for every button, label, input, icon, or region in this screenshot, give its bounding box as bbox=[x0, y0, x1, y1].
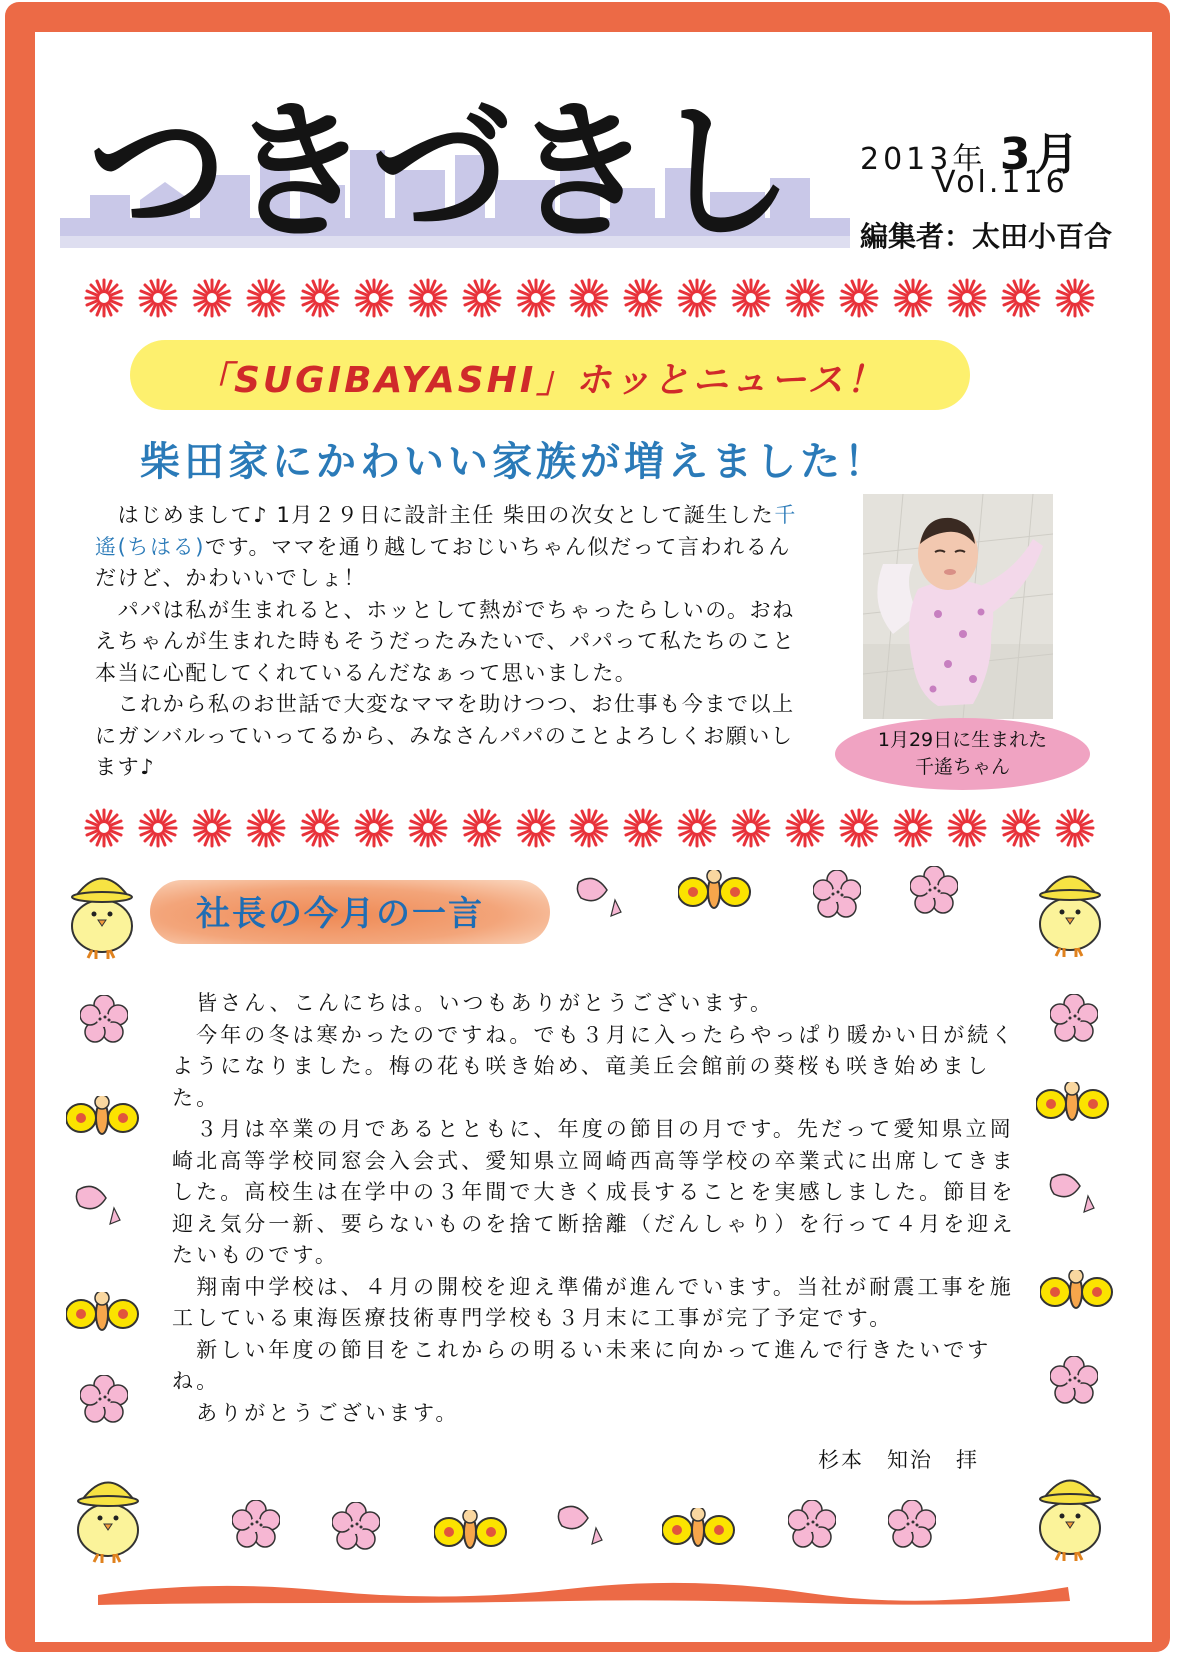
red-flower-icon bbox=[567, 806, 611, 850]
sakura-icon bbox=[1050, 994, 1098, 1042]
red-flower-icon bbox=[621, 276, 665, 320]
red-flower-icon bbox=[729, 276, 773, 320]
sakura-icon bbox=[332, 1502, 380, 1550]
red-flower-icon bbox=[1053, 806, 1097, 850]
sakura-icon bbox=[813, 870, 861, 918]
red-flower-icon bbox=[136, 276, 180, 320]
sakura-icon bbox=[80, 995, 128, 1043]
red-flower-icon bbox=[945, 806, 989, 850]
red-flower-icon bbox=[82, 806, 126, 850]
petal-icon bbox=[556, 1504, 612, 1548]
red-flower-icon bbox=[352, 276, 396, 320]
photo-caption: 1月29日に生まれた 千遙ちゃん bbox=[835, 718, 1090, 790]
red-flower-icon bbox=[460, 276, 504, 320]
red-flower-icon bbox=[244, 806, 288, 850]
news-paragraph: はじめまして♪ 1月２９日に設計主任 柴田の次女として誕生した千遙(ちはる)です。ママを通り越しておじいちゃん似だって言われるんだけど、かわいいでしょ！ bbox=[95, 503, 797, 590]
message-paragraph: 今年の冬は寒かったのですね。でも３月に入ったらやっぱり暖かい日が続くようになりました。梅の花も咲き始め、竜美丘会館前の葵桜も咲き始めました。 bbox=[172, 1022, 1016, 1110]
issue-year: 2013年 bbox=[860, 142, 987, 177]
chick-icon bbox=[68, 1470, 148, 1566]
sakura-icon bbox=[910, 866, 958, 914]
butterfly-icon bbox=[1036, 1082, 1112, 1124]
issue-volume: Vol.116 bbox=[935, 165, 1068, 200]
butterfly-icon bbox=[662, 1508, 738, 1550]
news-banner-text: 「SUGIBAYASHI」ホッとニュース！ bbox=[195, 360, 886, 401]
red-flower-icon bbox=[460, 806, 504, 850]
flower-divider-top bbox=[82, 276, 1097, 320]
issue-month: 3月 bbox=[999, 129, 1083, 180]
red-flower-icon bbox=[136, 806, 180, 850]
message-paragraph: ありがとうございます。 bbox=[172, 1400, 460, 1425]
message-paragraph: 翔南中学校は、４月の開校を迎え準備が進んでいます。当社が耐震工事を施工している東海医療技術専門学校も３月末に工事が完了予定です。 bbox=[172, 1274, 1014, 1330]
chick-icon bbox=[1030, 864, 1110, 960]
baby-name: 千遙(ちはる) bbox=[95, 503, 797, 559]
news-paragraph: これから私のお世話で大変なママを助けつつ、お仕事も今まで以上にガンバルっていってるから、みなさんパパのことよろしくお願いします♪ bbox=[95, 692, 795, 779]
message-paragraph: 皆さん、こんにちは。いつもありがとうございます。 bbox=[172, 991, 775, 1015]
editor-credit: 編集者：太田小百合 bbox=[860, 220, 1113, 253]
message-paragraph: 新しい年度の節目をこれからの明るい未来に向かって進んで行きたいですね。 bbox=[172, 1337, 992, 1393]
red-flower-icon bbox=[298, 806, 342, 850]
red-flower-icon bbox=[621, 806, 665, 850]
red-flower-icon bbox=[406, 806, 450, 850]
message-paragraph: ３月は卒業の月であるとともに、年度の節目の月です。先だって愛知県立岡崎北高等学校同窓会入会式、愛知県立岡崎西高等学校の卒業式に出席してきました。高校生は在学中の３年間で大きく成長することを実感しました。節目を迎え気分一新、要らないものを捨て断捨離（だんしゃり）を行って４月を迎えたいものです。 bbox=[172, 1117, 1016, 1267]
red-flower-icon bbox=[244, 276, 288, 320]
butterfly-icon bbox=[66, 1096, 142, 1138]
red-flower-icon bbox=[567, 276, 611, 320]
red-flower-icon bbox=[891, 276, 935, 320]
petal-icon bbox=[74, 1184, 130, 1228]
red-flower-icon bbox=[945, 276, 989, 320]
butterfly-icon bbox=[1040, 1270, 1116, 1312]
sakura-icon bbox=[888, 1500, 936, 1548]
butterfly-icon bbox=[434, 1510, 510, 1552]
petal-icon bbox=[575, 876, 635, 922]
red-flower-icon bbox=[675, 806, 719, 850]
baby-photo bbox=[863, 494, 1053, 719]
flower-divider-middle bbox=[82, 806, 1097, 850]
red-flower-icon bbox=[352, 806, 396, 850]
sakura-icon bbox=[80, 1375, 128, 1423]
news-article bbox=[95, 500, 805, 784]
chick-icon bbox=[62, 866, 142, 962]
president-message bbox=[172, 988, 1017, 1429]
sakura-icon bbox=[232, 1500, 280, 1548]
petal-icon bbox=[1048, 1172, 1104, 1216]
red-flower-icon bbox=[1053, 276, 1097, 320]
red-flower-icon bbox=[675, 276, 719, 320]
red-flower-icon bbox=[783, 806, 827, 850]
red-flower-icon bbox=[999, 806, 1043, 850]
red-flower-icon bbox=[514, 806, 558, 850]
red-flower-icon bbox=[514, 276, 558, 320]
red-flower-icon bbox=[999, 276, 1043, 320]
red-flower-icon bbox=[891, 806, 935, 850]
butterfly-icon bbox=[66, 1292, 142, 1334]
red-flower-icon bbox=[837, 276, 881, 320]
red-flower-icon bbox=[406, 276, 450, 320]
footer-wave-stroke bbox=[88, 1575, 1078, 1611]
president-section-title: 社長の今月の一言 bbox=[196, 894, 484, 934]
sakura-icon bbox=[1050, 1356, 1098, 1404]
news-headline: 柴田家にかわいい家族が増えました！ bbox=[140, 439, 888, 485]
red-flower-icon bbox=[190, 276, 234, 320]
sakura-icon bbox=[788, 1500, 836, 1548]
newsletter-title: つきづきし bbox=[88, 84, 795, 260]
red-flower-icon bbox=[783, 276, 827, 320]
signature: 杉本 知治 拝 bbox=[818, 1448, 979, 1472]
butterfly-icon bbox=[678, 870, 754, 912]
chick-icon bbox=[1030, 1468, 1110, 1564]
red-flower-icon bbox=[298, 276, 342, 320]
red-flower-icon bbox=[729, 806, 773, 850]
red-flower-icon bbox=[82, 276, 126, 320]
red-flower-icon bbox=[190, 806, 234, 850]
news-paragraph: パパは私が生まれると、ホッとして熱がでちゃったらしいの。おねえちゃんが生まれた時もそうだったみたいで、パパって私たちのこと本当に心配してくれているんだなぁって思いました。 bbox=[95, 597, 796, 685]
red-flower-icon bbox=[837, 806, 881, 850]
